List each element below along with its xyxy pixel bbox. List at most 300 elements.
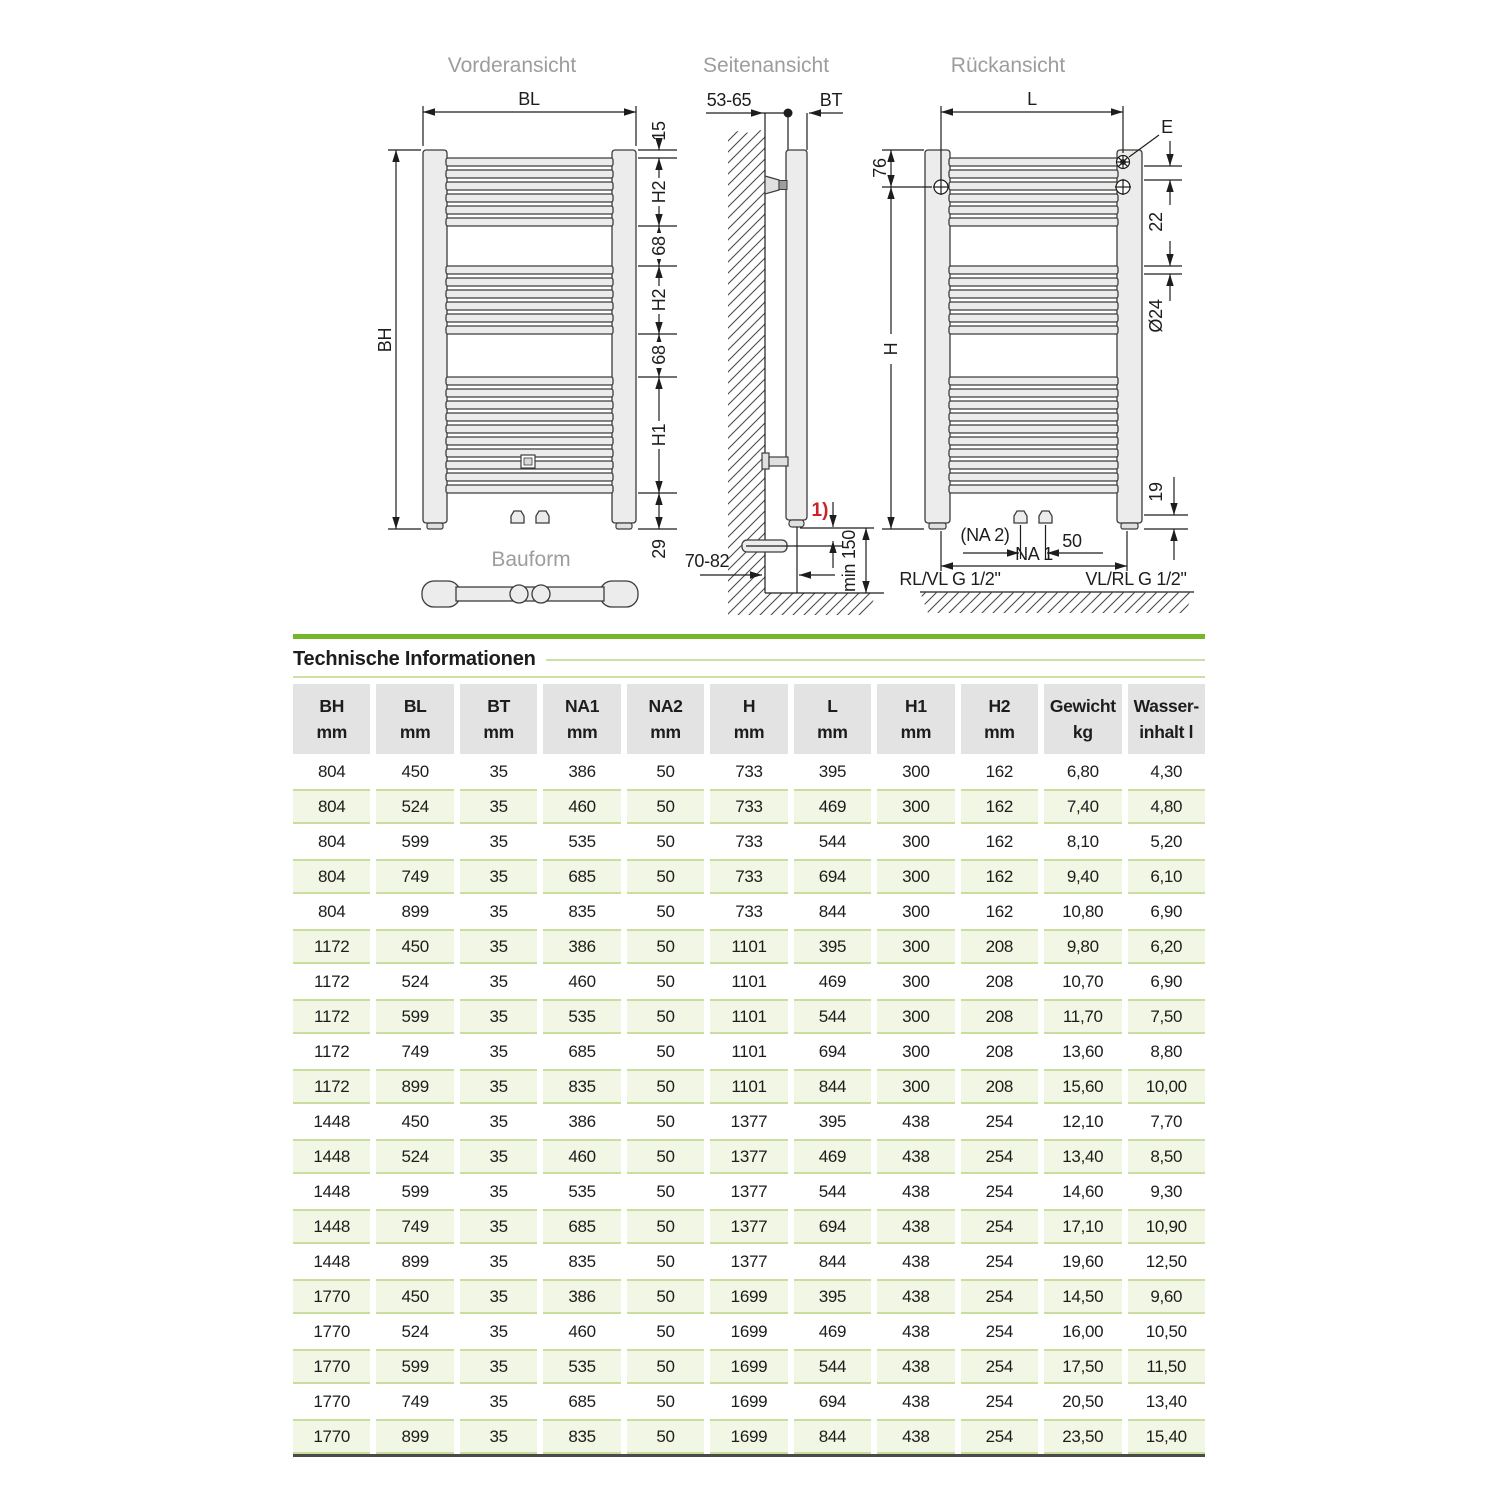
column-unit: mm [650,722,681,742]
table-cell: 685 [568,1391,596,1411]
column-unit: mm [566,722,598,742]
rung [949,437,1118,445]
table-cell: 438 [877,1349,954,1384]
table-cell: 1377 [710,1139,787,1174]
column-label: H2 [988,695,1011,716]
table-cell: 438 [902,1181,930,1201]
column-header [877,684,954,754]
table-cell: 50 [656,1111,675,1131]
rung [949,266,1118,274]
front-right-collector [612,150,636,523]
table-cell: 11,50 [1128,1349,1205,1384]
svg-text:L: L [1027,89,1037,109]
table-cell: 395 [794,1279,871,1314]
table-cell: 438 [902,1391,930,1411]
svg-text:53-65: 53-65 [706,90,752,110]
table-row [293,1349,1205,1384]
table-cell: 1172 [314,971,350,991]
table-cell: 14,50 [1044,1279,1121,1314]
table-cell: 599 [376,1349,453,1384]
svg-text:H2: H2 [649,288,669,312]
table-cell: 438 [877,1139,954,1174]
table-row [293,964,1205,999]
column-label: BH [319,695,345,716]
table-cell: 6,80 [1066,761,1099,781]
table-row [293,894,1205,929]
table-cell: 844 [818,901,847,921]
svg-text:H1: H1 [649,423,669,447]
rung [949,278,1118,286]
table-cell: 1172 [293,929,370,964]
table-cell: 1377 [730,1251,768,1271]
table-cell: 35 [489,901,508,921]
table-cell: 50 [656,831,675,851]
svg-text:76: 76 [870,158,890,178]
table-cell: 1448 [293,1139,370,1174]
table-cell: 13,40 [1145,1391,1187,1411]
table-row [293,1034,1205,1069]
side-dim-top [706,90,843,150]
table-cell: 254 [985,1321,1014,1341]
table-cell: 835 [568,1251,596,1271]
table-cell: 208 [985,1041,1014,1061]
table-cell: 450 [401,1111,429,1131]
column-label: H [742,695,756,716]
table-cell: 1172 [293,1069,370,1104]
table-cell: 50 [656,1321,675,1341]
rear-radiator [925,150,1142,529]
table-cell: 469 [794,1139,871,1174]
column-header [794,684,871,754]
connection-label-right: VL/RL G 1/2" [1085,569,1187,589]
table-cell: 844 [818,1251,847,1271]
rung [446,314,613,322]
table-cell: 524 [401,1321,429,1341]
rung [949,182,1118,190]
rung [446,266,613,274]
rung [446,389,613,397]
table-cell: 544 [818,831,847,851]
svg-text:H: H [881,342,901,356]
table-cell: 300 [902,831,930,851]
column-label: H1 [905,695,927,716]
svg-text:68: 68 [649,345,669,365]
table-cell: 50 [656,971,675,991]
table-cell: 899 [376,1069,453,1104]
rung [949,194,1118,202]
svg-text:70-82: 70-82 [684,551,730,571]
table-cell: 1448 [293,1209,370,1244]
table-cell: 19,60 [1062,1251,1104,1271]
column-header [293,684,370,754]
rung [446,425,613,433]
table-cell: 254 [985,1251,1014,1271]
table-cell: 438 [902,1321,930,1341]
rung [949,206,1118,214]
table-cell: 5,20 [1150,831,1183,851]
table-cell: 749 [401,1391,429,1411]
table-cell: 395 [818,761,847,781]
column-unit: kg [1072,722,1093,742]
table-cell: 469 [818,1321,847,1341]
table-cell: 1699 [710,1419,787,1454]
rear-rungs [949,158,1118,493]
rung [949,158,1118,166]
table-row [293,1384,1205,1419]
table-cell: 733 [710,859,787,894]
table-cell: 15,40 [1128,1419,1205,1454]
table-cell: 162 [985,761,1014,781]
table-cell: 1101 [710,929,787,964]
table-cell: 50 [627,1209,704,1244]
table-cell: 1172 [314,1041,350,1061]
table-cell: 35 [460,1209,537,1244]
svg-text:BL: BL [518,89,540,109]
table-cell: 844 [794,1419,871,1454]
table-cell: 35 [489,831,508,851]
table-cell: 13,40 [1044,1139,1121,1174]
rear-connection-left [1014,511,1027,523]
rung [446,326,613,334]
table-cell: 50 [627,1349,704,1384]
svg-text:(NA 2): (NA 2) [960,525,1010,545]
table-cell: 162 [985,831,1014,851]
table-cell: 50 [656,901,675,921]
table-cell: 1101 [731,971,767,991]
table-cell: 599 [401,831,429,851]
table-cell: 254 [961,1139,1038,1174]
table-cell: 35 [489,971,508,991]
table-cell: 804 [317,761,346,781]
rear-left-foot [929,523,946,529]
wall-bracket-bottom [762,453,788,469]
table-cell: 1377 [710,1209,787,1244]
table-cell: 544 [794,1349,871,1384]
table-cell: 35 [460,1279,537,1314]
table-cell: 10,80 [1062,901,1104,921]
table-cell: 300 [902,901,930,921]
table-cell: 300 [877,929,954,964]
tech-info-section [293,634,1205,1457]
svg-text:E: E [1161,117,1173,137]
table-cell: 694 [794,1209,871,1244]
table-cell: 14,60 [1062,1181,1104,1201]
column-header [627,684,704,754]
rung [446,401,613,409]
column-unit: mm [984,722,1015,742]
front-dim-bl [423,89,636,146]
rear-right-collector [1117,150,1142,523]
table-cell: 386 [568,1111,596,1131]
rear-floor-hatch [920,592,1194,613]
table-cell: 17,50 [1044,1349,1121,1384]
front-right-foot [616,523,632,529]
table-cell: 50 [656,1181,675,1201]
column-header [543,684,620,754]
table-cell: 469 [818,971,847,991]
table-cell: 450 [401,761,429,781]
side-view-title: Seitenansicht [702,54,830,77]
table-cell: 469 [794,789,871,824]
table-cell: 8,10 [1066,831,1099,851]
table-cell: 17,10 [1044,1209,1121,1244]
table-cell: 899 [376,1419,453,1454]
bauform-valve-1 [510,585,528,603]
rung [446,413,613,421]
rung [949,290,1118,298]
table-row [293,1209,1205,1244]
table-cell: 6,90 [1150,901,1183,921]
table-cell: 1377 [730,1181,768,1201]
table-cell: 35 [489,1041,508,1061]
table-cell: 7,40 [1044,789,1121,824]
rung [949,473,1118,481]
column-unit: mm [733,722,765,742]
table-cell: 395 [794,929,871,964]
table-cell: 749 [376,1209,453,1244]
full-rule [293,676,1205,678]
rear-left-collector [925,150,950,523]
table-cell: 16,00 [1062,1321,1104,1341]
svg-text:29: 29 [649,539,669,559]
table-cell: 1448 [313,1181,351,1201]
table-cell: 535 [568,1181,596,1201]
table-cell: 899 [401,1251,429,1271]
table-cell: 438 [877,1419,954,1454]
table-cell: 7,70 [1150,1111,1183,1131]
column-label: Gewicht [1049,695,1116,716]
rung [949,449,1118,457]
table-cell: 1101 [710,1069,787,1104]
table-cell: 15,60 [1044,1069,1121,1104]
table-cell: 11,70 [1044,999,1121,1034]
rung [446,302,613,310]
column-header [460,684,537,754]
column-unit: mm [817,722,848,742]
table-cell: 35 [460,999,537,1034]
side-collector [786,150,807,520]
svg-text:NA 1: NA 1 [1015,544,1053,564]
rung [446,218,613,226]
table-cell: 694 [794,859,871,894]
rung [949,485,1118,493]
table-cell: 438 [902,1111,930,1131]
table-cell: 50 [627,789,704,824]
table-cell: 535 [543,999,620,1034]
table-cell: 438 [877,1209,954,1244]
table-row [293,1139,1205,1174]
table-cell: 1770 [313,1391,351,1411]
table-cell: 535 [568,831,596,851]
table-row [293,1419,1205,1454]
bauform-top-view [422,581,638,607]
side-endcap [789,520,804,527]
column-unit: inhalt l [1139,722,1194,742]
section-title: Technische Informationen [293,648,536,670]
table-cell: 254 [961,1279,1038,1314]
table-cell: 438 [902,1251,930,1271]
rear-dim-na [899,525,1186,589]
table-cell: 450 [376,1279,453,1314]
table-cell: 460 [568,1321,596,1341]
table-cell: 460 [543,789,620,824]
rung [446,206,613,214]
rung [446,158,613,166]
table-cell: 300 [902,971,930,991]
front-dim-chain [638,121,677,559]
table-cell: 9,80 [1044,929,1121,964]
table-cell: 599 [376,999,453,1034]
table-cell: 50 [656,1041,675,1061]
table-cell: 35 [489,761,508,781]
svg-text:H2: H2 [649,180,669,204]
bauform-valve-2 [532,585,550,603]
table-cell: 1377 [730,1111,768,1131]
table-cell: 7,50 [1128,999,1205,1034]
table-cell: 438 [877,1279,954,1314]
table-row [293,824,1205,859]
column-header [1128,684,1205,754]
table-cell: 300 [877,999,954,1034]
table-cell: 50 [656,1251,675,1271]
rung [949,326,1118,334]
table-cell: 1770 [313,1321,351,1341]
table-cell: 10,70 [1062,971,1104,991]
column-label: L [827,695,838,716]
svg-text:22: 22 [1146,212,1166,232]
table-cell: 694 [818,1391,847,1411]
table-row [293,1069,1205,1104]
svg-text:68: 68 [649,236,669,256]
table-cell: 4,30 [1150,761,1183,781]
table-cell: 208 [961,999,1038,1034]
table-cell: 804 [317,901,346,921]
table-row [293,754,1205,789]
svg-text:Ø24: Ø24 [1146,299,1166,333]
table-cell: 35 [460,859,537,894]
rear-right-foot [1121,523,1138,529]
rung [949,401,1118,409]
rung [949,302,1118,310]
section-divider [293,634,1205,639]
table-cell: 35 [489,1251,508,1271]
table-cell: 300 [877,1069,954,1104]
table-cell: 804 [317,831,346,851]
table-cell: 544 [794,999,871,1034]
table-cell: 804 [293,789,370,824]
table-cell: 9,60 [1128,1279,1205,1314]
table-cell: 50 [656,761,675,781]
table-cell: 1172 [293,999,370,1034]
front-connection-left [511,511,524,523]
column-label: BL [403,695,427,716]
table-row [293,859,1205,894]
table-cell: 254 [961,1209,1038,1244]
svg-text:19: 19 [1146,482,1166,502]
rear-dim-22 [1144,141,1182,232]
svg-text:min 150: min 150 [839,530,859,592]
table-cell: 9,40 [1044,859,1121,894]
table-cell: 1770 [293,1349,370,1384]
table-cell: 1770 [293,1419,370,1454]
table-cell: 733 [735,901,763,921]
front-left-collector [423,150,447,523]
bauform-title: Bauform [491,548,571,571]
rung [949,314,1118,322]
table-cell: 10,90 [1128,1209,1205,1244]
rung [446,194,613,202]
table-cell: 685 [568,1041,596,1061]
table-cell: 1448 [313,1251,351,1271]
table-row [293,1104,1205,1139]
rung [949,218,1118,226]
screw-e-icon [1117,156,1130,169]
table-cell: 35 [460,1349,537,1384]
rung [949,425,1118,433]
table-cell: 254 [961,1349,1038,1384]
table-cell: 386 [568,761,596,781]
table-cell: 254 [985,1111,1014,1131]
table-cell: 208 [985,971,1014,991]
table-row [293,1174,1205,1209]
front-left-foot [427,523,443,529]
column-label: NA2 [648,695,683,716]
table-cell: 6,10 [1128,859,1205,894]
column-unit: mm [399,722,431,742]
vent-plug [521,455,535,468]
floor-bracket [742,540,843,552]
table-cell: 460 [568,971,596,991]
table-cell: 749 [376,859,453,894]
table-cell: 50 [627,999,704,1034]
rung [949,170,1118,178]
table-cell: 685 [543,1209,620,1244]
table-row [293,1279,1205,1314]
table-cell: 1699 [710,1279,787,1314]
table-cell: 254 [985,1391,1014,1411]
svg-text:50: 50 [1062,531,1082,551]
table-cell: 50 [627,1419,704,1454]
technical-drawing [0,0,1500,640]
table-cell: 50 [627,1279,704,1314]
table-cell: 685 [543,859,620,894]
table-cell: 749 [401,1041,429,1061]
table-cell: 35 [460,1419,537,1454]
table-cell: 599 [401,1181,429,1201]
table-cell: 1699 [730,1391,768,1411]
rung [446,182,613,190]
table-cell: 733 [735,831,763,851]
table-cell: 460 [543,1139,620,1174]
front-radiator [423,150,636,529]
rear-dim-76-h [870,150,932,529]
table-cell: 35 [460,929,537,964]
spec-table-body [293,754,1205,1457]
table-cell: 35 [460,789,537,824]
table-cell: 50 [656,1391,675,1411]
front-rungs [446,158,613,493]
table-cell: 535 [543,1349,620,1384]
rear-dim-o24 [1144,241,1182,333]
table-cell: 8,50 [1128,1139,1205,1174]
table-cell: 50 [627,1139,704,1174]
table-cell: 450 [376,929,453,964]
footnote-marker: 1) [811,500,829,521]
svg-text:15: 15 [649,121,669,141]
table-cell: 12,50 [1145,1251,1187,1271]
table-cell: 208 [961,929,1038,964]
table-cell: 9,30 [1150,1181,1183,1201]
